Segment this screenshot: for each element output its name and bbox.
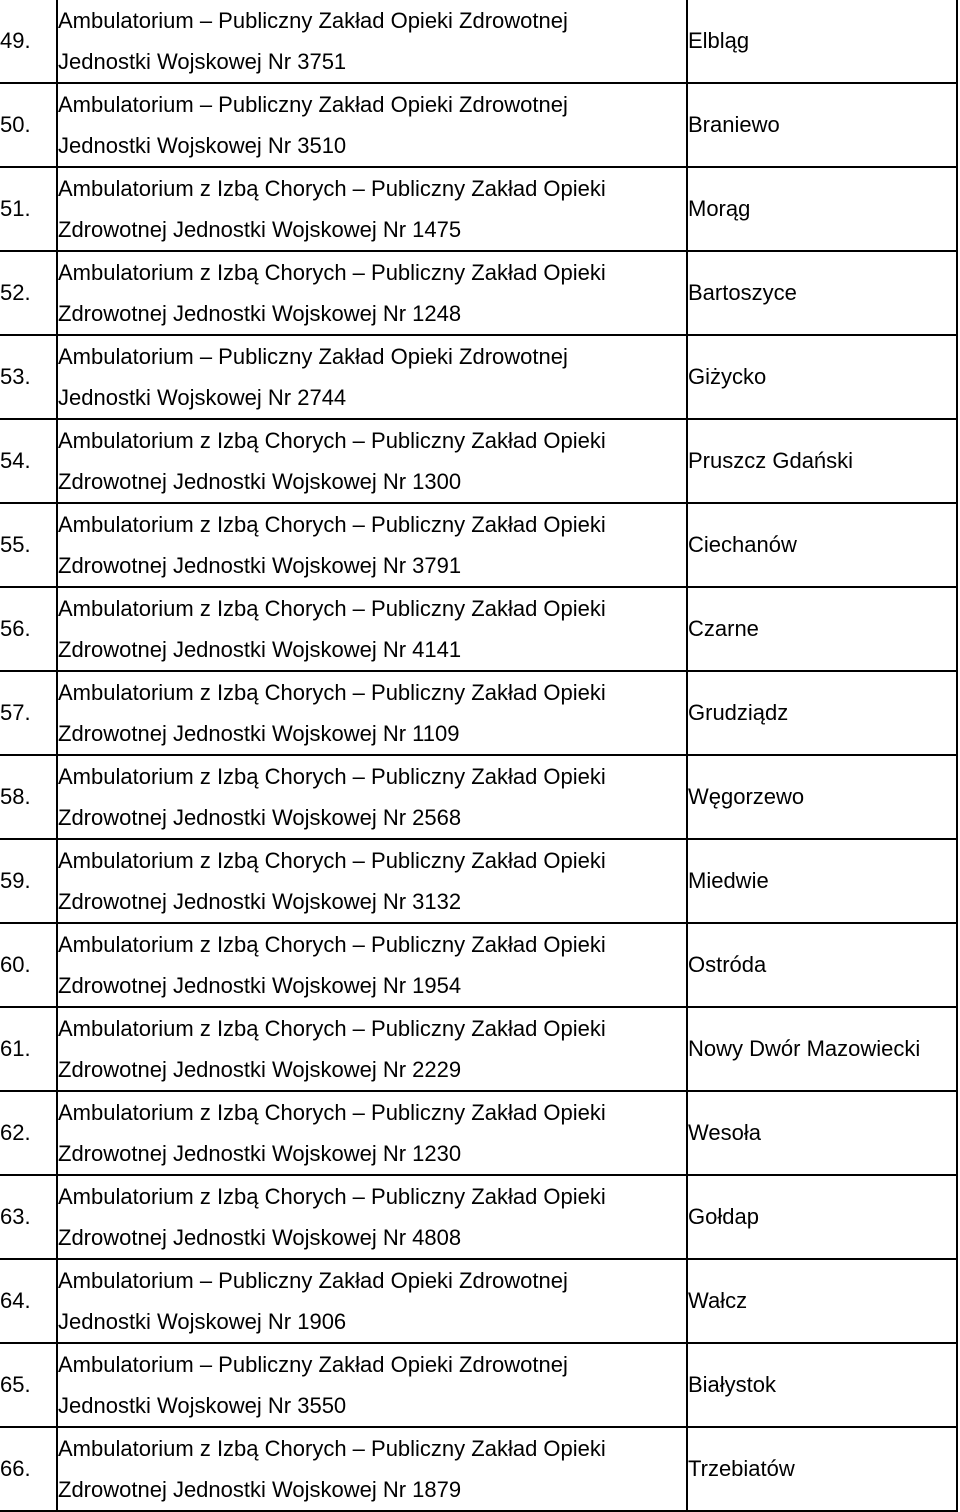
facility-name-line-2: Zdrowotnej Jednostki Wojskowej Nr 1879 [58,1477,462,1502]
facility-name-line-2: Zdrowotnej Jednostki Wojskowej Nr 1475 [58,217,462,242]
facility-name-line-1: Ambulatorium – Publiczny Zakład Opieki Zdrowotnej [58,92,568,117]
facility-name-line-1: Ambulatorium z Izbą Chorych – Publiczny Zakład Opieki [58,764,606,789]
facility-name-line-2: Jednostki Wojskowej Nr 3550 [58,1393,347,1418]
facility-name-line-1: Ambulatorium z Izbą Chorych – Publiczny Zakład Opieki [58,848,606,873]
facility-city: Pruszcz Gdański [687,419,957,503]
facility-name-line-1: Ambulatorium z Izbą Chorych – Publiczny Zakład Opieki [58,428,606,453]
facility-city: Wałcz [687,1259,957,1343]
row-number: 51. [0,167,57,251]
row-number: 63. [0,1175,57,1259]
facility-city: Giżycko [687,335,957,419]
facility-name-line-1: Ambulatorium z Izbą Chorych – Publiczny Zakład Opieki [58,1184,606,1209]
facility-name-line-2: Zdrowotnej Jednostki Wojskowej Nr 1954 [58,973,462,998]
facility-name-line-2: Zdrowotnej Jednostki Wojskowej Nr 1300 [58,469,462,494]
facility-name [57,0,687,83]
facility-name-line-1: Ambulatorium – Publiczny Zakład Opieki Zdrowotnej [58,1268,568,1293]
facility-city: Trzebiatów [687,1427,957,1511]
facility-name-line-2: Zdrowotnej Jednostki Wojskowej Nr 1109 [58,721,460,746]
facility-name-line-1: Ambulatorium z Izbą Chorych – Publiczny Zakład Opieki [58,1016,606,1041]
facility-city: Ostróda [687,923,957,1007]
facility-name [57,587,687,671]
facility-name [57,335,687,419]
table-row [0,419,957,503]
row-number: 56. [0,587,57,671]
row-number: 66. [0,1427,57,1511]
facility-name [57,1427,687,1511]
row-number: 53. [0,335,57,419]
facility-name-line-1: Ambulatorium z Izbą Chorych – Publiczny Zakład Opieki [58,680,606,705]
facility-name-line-1: Ambulatorium – Publiczny Zakład Opieki Zdrowotnej [58,344,568,369]
facility-name-line-2: Zdrowotnej Jednostki Wojskowej Nr 2229 [58,1057,462,1082]
facility-name-line-2: Zdrowotnej Jednostki Wojskowej Nr 4141 [58,637,462,662]
facility-city: Czarne [687,587,957,671]
row-number: 54. [0,419,57,503]
table-row [0,167,957,251]
facility-name [57,671,687,755]
row-number: 49. [0,0,57,83]
row-number: 61. [0,1007,57,1091]
facility-name [57,1259,687,1343]
facility-name-line-2: Jednostki Wojskowej Nr 1906 [58,1309,347,1334]
facility-name-line-2: Jednostki Wojskowej Nr 2744 [58,385,347,410]
table-row [0,1175,957,1259]
facility-city: Elbląg [687,0,957,83]
facility-city: Miedwie [687,839,957,923]
facility-name [57,1175,687,1259]
facility-name [57,167,687,251]
facility-name [57,755,687,839]
facility-name-line-2: Zdrowotnej Jednostki Wojskowej Nr 1230 [58,1141,462,1166]
table-row [0,587,957,671]
table-row [0,923,957,1007]
facility-city: Wesoła [687,1091,957,1175]
row-number: 60. [0,923,57,1007]
facility-city: Gołdap [687,1175,957,1259]
facility-city: Węgorzewo [687,755,957,839]
facility-name-line-1: Ambulatorium z Izbą Chorych – Publiczny Zakład Opieki [58,1436,606,1461]
table-row [0,1091,957,1175]
table-row [0,503,957,587]
facility-city: Ciechanów [687,503,957,587]
facility-name [57,83,687,167]
facility-name-line-1: Ambulatorium z Izbą Chorych – Publiczny Zakład Opieki [58,260,606,285]
facility-name-line-2: Zdrowotnej Jednostki Wojskowej Nr 4808 [58,1225,462,1250]
row-number: 57. [0,671,57,755]
facility-name [57,251,687,335]
row-number: 59. [0,839,57,923]
facility-name-line-1: Ambulatorium z Izbą Chorych – Publiczny Zakład Opieki [58,932,606,957]
table-row [0,839,957,923]
table-row [0,1259,957,1343]
facility-city: Białystok [687,1343,957,1427]
facility-city: Bartoszyce [687,251,957,335]
table-row [0,671,957,755]
facility-name-line-1: Ambulatorium z Izbą Chorych – Publiczny Zakład Opieki [58,176,606,201]
facility-name-line-1: Ambulatorium z Izbą Chorych – Publiczny Zakład Opieki [58,512,606,537]
row-number: 65. [0,1343,57,1427]
facility-name-line-2: Zdrowotnej Jednostki Wojskowej Nr 3132 [58,889,462,914]
facility-name-line-1: Ambulatorium – Publiczny Zakład Opieki Zdrowotnej [58,1352,568,1377]
facility-name [57,923,687,1007]
facility-name-line-1: Ambulatorium z Izbą Chorych – Publiczny Zakład Opieki [58,1100,606,1125]
facility-name [57,1343,687,1427]
table-row [0,1007,957,1091]
facility-name [57,1007,687,1091]
row-number: 58. [0,755,57,839]
facility-city: Nowy Dwór Mazowiecki [687,1007,957,1091]
facility-name-line-2: Zdrowotnej Jednostki Wojskowej Nr 2568 [58,805,462,830]
facility-name-line-2: Jednostki Wojskowej Nr 3751 [58,49,347,74]
facility-name-line-2: Zdrowotnej Jednostki Wojskowej Nr 3791 [58,553,462,578]
table-row [0,83,957,167]
facility-name-line-1: Ambulatorium z Izbą Chorych – Publiczny Zakład Opieki [58,596,606,621]
row-number: 50. [0,83,57,167]
facility-name-line-2: Jednostki Wojskowej Nr 3510 [58,133,347,158]
facility-name-line-1: Ambulatorium – Publiczny Zakład Opieki Zdrowotnej [58,8,568,33]
facility-name [57,419,687,503]
facility-name [57,503,687,587]
facility-city: Grudziądz [687,671,957,755]
facility-city: Morąg [687,167,957,251]
row-number: 55. [0,503,57,587]
table-row [0,0,957,83]
table-row [0,1343,957,1427]
facility-name [57,839,687,923]
facility-city: Braniewo [687,83,957,167]
facility-name-line-2: Zdrowotnej Jednostki Wojskowej Nr 1248 [58,301,462,326]
row-number: 64. [0,1259,57,1343]
table-row [0,1427,957,1511]
row-number: 52. [0,251,57,335]
row-number: 62. [0,1091,57,1175]
facility-name [57,1091,687,1175]
table-row [0,335,957,419]
table-row [0,251,957,335]
table-row [0,755,957,839]
